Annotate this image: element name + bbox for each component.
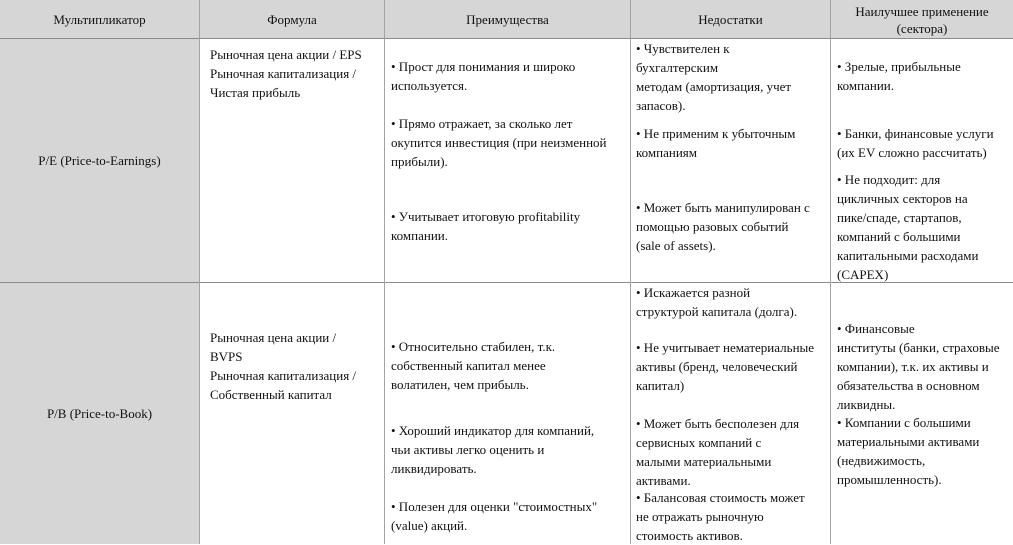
best-use-item — [837, 413, 979, 489]
disadvantage-line: • Может быть манипулирован с — [636, 200, 810, 215]
row-pe-name: P/E (Price-to-Earnings) — [38, 152, 161, 168]
column-divider — [199, 0, 200, 544]
advantage-line: • Хороший индикатор для компаний, — [391, 423, 595, 438]
best-use-line: пике/спаде, стартапов, — [837, 210, 962, 225]
best-use-line: капитальными расходами — [837, 248, 979, 263]
advantage-line: окупится инвестиция (при неизменной — [391, 135, 607, 150]
column-divider — [384, 0, 385, 544]
advantage-line: (value) акций. — [391, 518, 468, 533]
formula-line: Рыночная капитализация / — [210, 368, 357, 383]
advantage-item — [391, 337, 555, 394]
disadvantage-line: (sale of assets). — [636, 238, 716, 253]
disadvantage-item — [636, 414, 799, 490]
disadvantage-line: капитал) — [636, 378, 685, 393]
disadvantage-item — [636, 338, 814, 395]
advantage-line: • Полезен для оценки "стоимостных" — [391, 499, 598, 514]
best-use-line: (недвижимость, — [837, 453, 926, 468]
best-use-item — [837, 57, 961, 95]
advantage-line: волатилен, чем прибыль. — [391, 377, 529, 392]
advantage-line: используется. — [391, 78, 468, 93]
header-disadvantages: Недостатки — [698, 12, 763, 27]
row-pb-formula — [210, 328, 356, 404]
disadvantage-line: • Чувствителен к — [636, 41, 730, 56]
header-best-use — [831, 0, 1013, 39]
disadvantage-item — [636, 39, 791, 115]
formula-line: Чистая прибыль — [210, 85, 301, 100]
best-use-line: материальными активами — [837, 434, 980, 449]
best-use-line: • Не подходит: для — [837, 172, 941, 187]
formula-line: Рыночная цена акции / — [210, 330, 337, 345]
formula-line: Рыночная цена акции / EPS — [210, 47, 362, 62]
disadvantage-line: структурой капитала (долга). — [636, 304, 798, 319]
disadvantage-line: • Может быть бесполезен для — [636, 416, 800, 431]
disadvantage-line: бухгалтерским — [636, 60, 719, 75]
disadvantage-item — [636, 124, 795, 162]
disadvantage-line: помощью разовых событий — [636, 219, 789, 234]
column-divider — [830, 0, 831, 544]
advantage-line: • Относительно стабилен, т.к. — [391, 339, 556, 354]
row-pb-name: P/B (Price-to-Book) — [46, 405, 153, 421]
formula-line: BVPS — [210, 349, 243, 364]
disadvantage-item — [636, 488, 805, 545]
header-formula: Формула — [267, 12, 317, 27]
formula-line: Собственный капитал — [210, 387, 332, 402]
header-multiplier: Мультипликатор — [53, 12, 146, 27]
advantage-line: прибыли). — [391, 154, 448, 169]
disadvantage-item — [636, 283, 797, 321]
best-use-line: • Компании с большими — [837, 415, 971, 430]
best-use-line: обязательства в основном — [837, 378, 980, 393]
disadvantage-line: • Не применим к убыточным — [636, 126, 796, 141]
column-divider — [630, 0, 631, 544]
best-use-line: компаний с большими — [837, 229, 961, 244]
disadvantage-line: активы (бренд, человеческий — [636, 359, 798, 374]
disadvantage-line: • Искажается разной — [636, 285, 751, 300]
best-use-line: цикличных секторов на — [837, 191, 968, 206]
disadvantage-line: компаниям — [636, 145, 697, 160]
disadvantage-line: • Балансовая стоимость может — [636, 490, 805, 505]
advantage-line: компании. — [391, 228, 448, 243]
disadvantage-line: методам (амортизация, учет — [636, 79, 792, 94]
advantage-item — [391, 207, 580, 245]
formula-line: Рыночная капитализация / — [210, 66, 357, 81]
best-use-line: ликвидны. — [837, 397, 896, 412]
header-best-use-line: (сектора) — [896, 20, 948, 36]
advantage-line: • Прямо отражает, за сколько лет — [391, 116, 573, 131]
best-use-line: институты (банки, страховые — [837, 340, 1000, 355]
advantage-line: собственный капитал менее — [391, 358, 546, 373]
best-use-item — [837, 124, 994, 162]
advantage-line: • Прост для понимания и широко — [391, 59, 576, 74]
disadvantage-line: запасов). — [636, 98, 686, 113]
advantage-item — [391, 57, 575, 95]
disadvantage-line: сервисных компаний с — [636, 435, 762, 450]
best-use-item — [837, 319, 999, 414]
best-use-line: • Финансовые — [837, 321, 915, 336]
advantage-item — [391, 421, 594, 478]
disadvantage-item — [636, 198, 810, 255]
disadvantage-line: активами. — [636, 473, 691, 488]
best-use-line: компании. — [837, 78, 894, 93]
disadvantage-line: малыми материальными — [636, 454, 772, 469]
advantage-line: • Учитывает итоговую profitability — [391, 209, 581, 224]
advantage-line: ликвидировать. — [391, 461, 477, 476]
best-use-line: • Банки, финансовые услуги — [837, 126, 994, 141]
best-use-line: • Зрелые, прибыльные — [837, 59, 961, 74]
advantage-item — [391, 497, 597, 535]
best-use-line: (их EV сложно рассчитать) — [837, 145, 987, 160]
row-pe-formula — [210, 45, 362, 102]
best-use-line: (CAPEX) — [837, 267, 889, 282]
header-best-use-line: Наилучшее применение — [855, 3, 989, 19]
disadvantage-line: стоимость активов. — [636, 528, 743, 543]
best-use-line: промышленность). — [837, 472, 942, 487]
best-use-line: компании), т.к. их активы и — [837, 359, 989, 374]
disadvantage-line: не отражать рыночную — [636, 509, 764, 524]
advantage-item — [391, 114, 607, 171]
header-advantages: Преимущества — [466, 12, 549, 27]
best-use-item — [837, 170, 978, 284]
disadvantage-line: • Не учитывает нематериальные — [636, 340, 815, 355]
advantage-line: чьи активы легко оценить и — [391, 442, 545, 457]
